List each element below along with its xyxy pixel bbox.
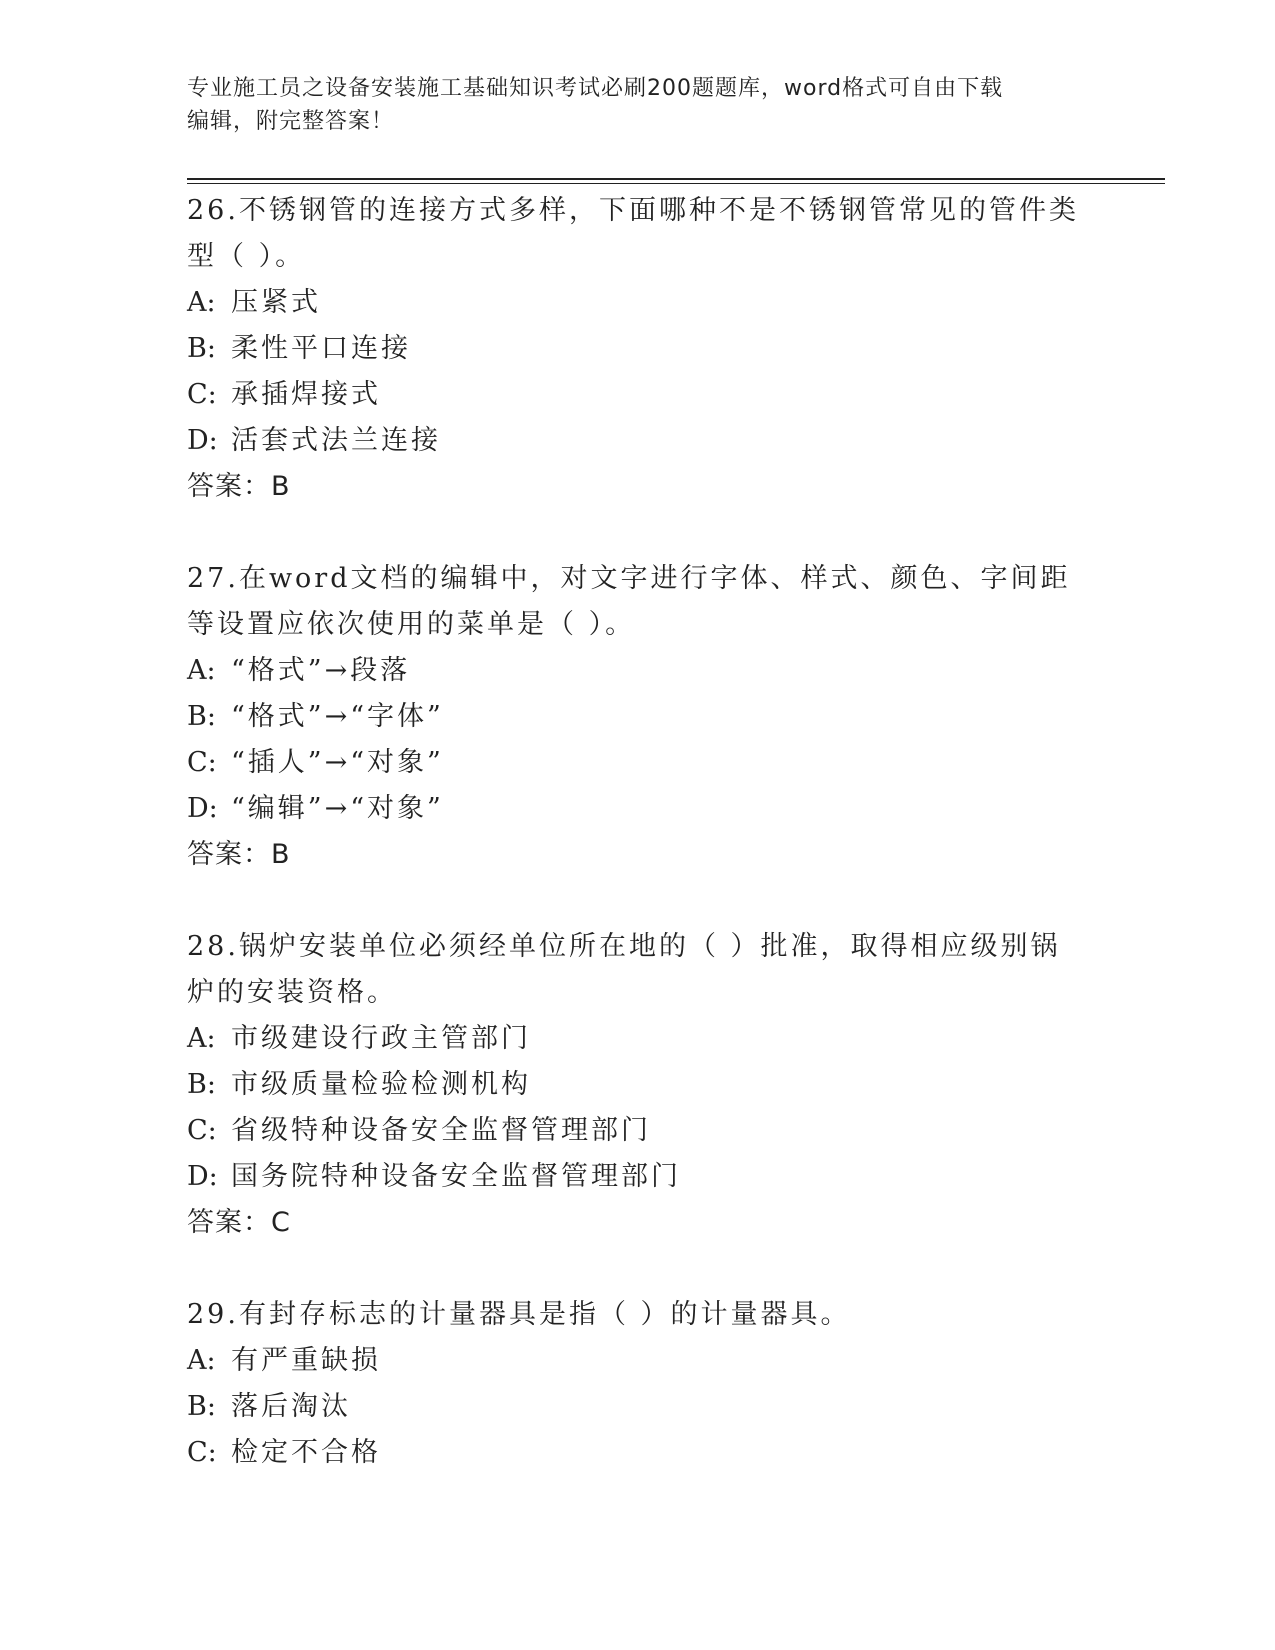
header-divider-thin [187,183,1165,184]
question-26 [187,188,1087,510]
answer-line: 答案：C [187,1207,291,1238]
question-29 [187,1292,1087,1476]
option-text: 承插焊接式 [231,379,381,410]
option-c [187,1108,1087,1154]
option-text: 市级建设行政主管部门 [231,1023,531,1054]
question-list [187,188,1087,1522]
option-c [187,740,1087,786]
option-letter: D: [187,425,218,456]
option-letter: C: [187,747,217,778]
option-text: 活套式法兰连接 [231,425,441,456]
option-c [187,372,1087,418]
option-b [187,1062,1087,1108]
option-text: 国务院特种设备安全监督管理部门 [231,1161,681,1192]
option-text: 柔性平口连接 [231,333,411,364]
option-c [187,1430,1087,1476]
option-b [187,694,1087,740]
option-letter: B: [187,1069,216,1100]
answer-line: 答案：B [187,471,291,502]
question-stem: 28.锅炉安装单位必须经单位所在地的（ ）批准，取得相应级别锅炉的安装资格。 [187,931,1061,1008]
question-27 [187,556,1087,878]
option-letter: C: [187,1115,217,1146]
option-letter: C: [187,1437,217,1468]
option-text: “插人”→“对象” [231,747,444,778]
document-header [187,72,1087,138]
question-stem: 27.在word文档的编辑中，对文字进行字体、样式、颜色、字间距等设置应依次使用的菜单是（ ）。 [187,563,1071,640]
option-text: 省级特种设备安全监督管理部门 [231,1115,651,1146]
option-a [187,280,1087,326]
option-text: 压紧式 [231,287,321,318]
option-text: 市级质量检验检测机构 [231,1069,531,1100]
header-divider-thick [187,178,1165,180]
option-b [187,1384,1087,1430]
option-letter: C: [187,379,217,410]
option-letter: A: [187,1345,216,1376]
option-a [187,648,1087,694]
option-letter: B: [187,333,216,364]
option-letter: B: [187,1391,216,1422]
option-d [187,786,1087,832]
option-letter: D: [187,793,218,824]
option-letter: A: [187,287,216,318]
option-letter: A: [187,1023,216,1054]
question-28 [187,924,1087,1246]
option-text: “格式”→段落 [231,655,411,686]
answer-line: 答案：B [187,839,291,870]
option-a [187,1016,1087,1062]
option-text: 落后淘汰 [231,1391,351,1422]
option-letter: B: [187,701,216,732]
option-text: 检定不合格 [231,1437,381,1468]
option-text: “格式”→“字体” [231,701,444,732]
question-stem: 26.不锈钢管的连接方式多样，下面哪种不是不锈钢管常见的管件类型（ ）。 [187,195,1079,272]
option-a [187,1338,1087,1384]
option-b [187,326,1087,372]
header-title-line-1: 专业施工员之设备安装施工基础知识考试必刷200题题库，word格式可自由下载 [187,76,1004,101]
option-letter: A: [187,655,216,686]
header-title-line-2: 编辑，附完整答案！ [187,109,395,134]
question-stem: 29.有封存标志的计量器具是指（ ）的计量器具。 [187,1299,851,1330]
option-text: 有严重缺损 [231,1345,381,1376]
option-d [187,1154,1087,1200]
option-d [187,418,1087,464]
option-text: “编辑”→“对象” [231,793,444,824]
option-letter: D: [187,1161,218,1192]
